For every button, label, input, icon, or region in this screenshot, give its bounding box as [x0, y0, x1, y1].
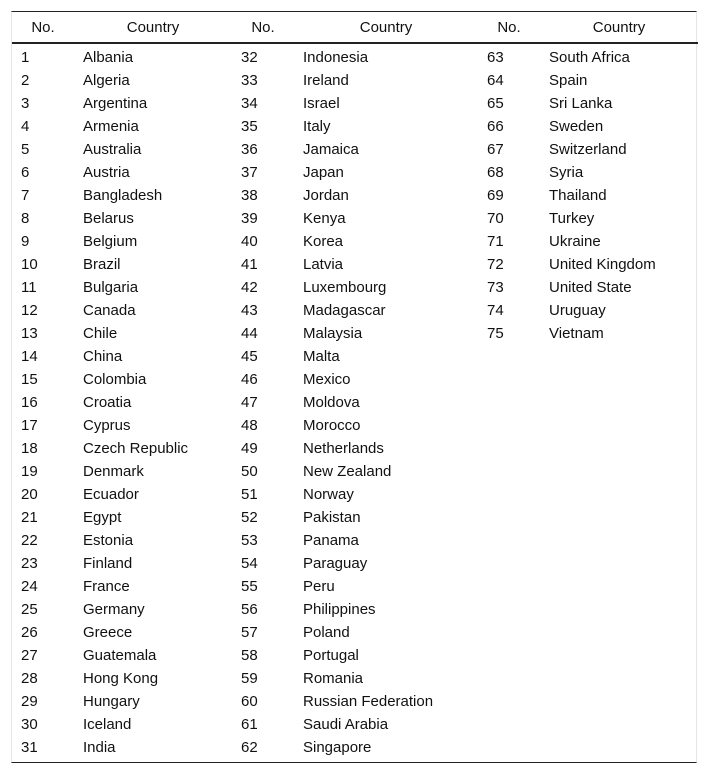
table-row — [12, 69, 698, 92]
country-cell: Kenya — [303, 210, 346, 227]
country-cell: Mexico — [303, 371, 351, 388]
country-cell: Greece — [83, 624, 133, 641]
country-cell: Egypt — [83, 509, 122, 526]
country-cell — [540, 529, 698, 552]
no-cell — [478, 713, 540, 736]
no-cell: 13 — [21, 325, 38, 342]
no-cell: 6 — [21, 164, 30, 181]
no-cell: 51 — [241, 486, 258, 503]
table-row — [12, 552, 698, 575]
country-cell: Armenia — [83, 118, 139, 135]
table-body — [12, 43, 698, 759]
country-cell: Thailand — [549, 187, 607, 204]
table-row — [12, 460, 698, 483]
country-cell: Chile — [83, 325, 118, 342]
no-cell: 72 — [487, 256, 504, 273]
header-no-1: No. — [12, 12, 74, 43]
no-cell: 66 — [487, 118, 504, 135]
country-cell: Czech Republic — [83, 440, 189, 457]
country-cell: Luxembourg — [303, 279, 387, 296]
no-cell: 38 — [241, 187, 258, 204]
country-cell: Bulgaria — [83, 279, 139, 296]
no-cell: 17 — [21, 417, 38, 434]
country-cell — [540, 713, 698, 736]
no-cell: 27 — [21, 647, 38, 664]
no-cell: 62 — [241, 739, 258, 756]
country-cell: Portugal — [303, 647, 359, 664]
table-header — [12, 12, 698, 43]
table-row — [12, 621, 698, 644]
country-cell: Netherlands — [303, 440, 384, 457]
header-no-2: No. — [232, 12, 294, 43]
country-cell: Croatia — [83, 394, 132, 411]
country-cell: Cyprus — [83, 417, 131, 434]
no-cell: 24 — [21, 578, 38, 595]
no-cell — [478, 667, 540, 690]
country-cell — [540, 575, 698, 598]
no-cell: 46 — [241, 371, 258, 388]
table-row — [12, 414, 698, 437]
country-cell: Moldova — [303, 394, 360, 411]
country-cell: Switzerland — [549, 141, 627, 158]
country-cell: Latvia — [303, 256, 344, 273]
no-cell: 30 — [21, 716, 38, 733]
no-cell — [478, 368, 540, 391]
no-cell: 34 — [241, 95, 258, 112]
country-cell: Turkey — [549, 210, 595, 227]
country-cell: Argentina — [83, 95, 148, 112]
table-row — [12, 207, 698, 230]
no-cell: 44 — [241, 325, 258, 342]
no-cell: 64 — [487, 72, 504, 89]
no-cell: 35 — [241, 118, 258, 135]
country-cell: Belarus — [83, 210, 134, 227]
country-cell: Hungary — [83, 693, 140, 710]
country-cell: Panama — [303, 532, 359, 549]
no-cell: 21 — [21, 509, 38, 526]
table-row — [12, 644, 698, 667]
country-cell: Guatemala — [83, 647, 157, 664]
no-cell — [478, 391, 540, 414]
table-row — [12, 690, 698, 713]
no-cell — [478, 575, 540, 598]
country-cell: Norway — [303, 486, 354, 503]
no-cell: 31 — [21, 739, 38, 756]
no-cell — [478, 598, 540, 621]
no-cell: 9 — [21, 233, 30, 250]
no-cell — [478, 437, 540, 460]
table-row — [12, 736, 698, 759]
country-cell: Uruguay — [549, 302, 606, 319]
country-cell: Hong Kong — [83, 670, 159, 687]
country-cell: Ukraine — [549, 233, 601, 250]
country-cell: Russian Federation — [303, 693, 434, 710]
country-cell — [540, 690, 698, 713]
no-cell: 32 — [241, 49, 258, 66]
country-cell: United Kingdom — [549, 256, 656, 273]
country-cell: China — [83, 348, 123, 365]
country-cell — [540, 736, 698, 759]
table-row — [12, 299, 698, 322]
no-cell: 41 — [241, 256, 258, 273]
no-cell — [478, 690, 540, 713]
no-cell — [478, 736, 540, 759]
no-cell: 61 — [241, 716, 258, 733]
country-cell: Ireland — [303, 72, 349, 89]
country-cell: Australia — [83, 141, 142, 158]
table-row — [12, 115, 698, 138]
country-table — [12, 12, 698, 759]
no-cell: 3 — [21, 95, 30, 112]
no-cell: 14 — [21, 348, 38, 365]
country-cell: Italy — [303, 118, 331, 135]
no-cell: 40 — [241, 233, 258, 250]
country-cell: Madagascar — [303, 302, 386, 319]
table-row — [12, 92, 698, 115]
table-row — [12, 43, 698, 69]
no-cell: 20 — [21, 486, 38, 503]
table-row — [12, 598, 698, 621]
no-cell: 29 — [21, 693, 38, 710]
no-cell: 70 — [487, 210, 504, 227]
country-cell: Denmark — [83, 463, 144, 480]
no-cell: 60 — [241, 693, 258, 710]
country-cell: Pakistan — [303, 509, 361, 526]
country-cell: Germany — [83, 601, 145, 618]
no-cell: 55 — [241, 578, 258, 595]
country-cell — [540, 368, 698, 391]
table-row — [12, 667, 698, 690]
no-cell: 1 — [21, 49, 30, 66]
country-cell: Malaysia — [303, 325, 363, 342]
no-cell: 50 — [241, 463, 258, 480]
no-cell: 58 — [241, 647, 258, 664]
country-cell: Vietnam — [549, 325, 604, 342]
table-row — [12, 529, 698, 552]
no-cell: 16 — [21, 394, 38, 411]
table-row — [12, 322, 698, 345]
no-cell: 69 — [487, 187, 504, 204]
country-cell: Bangladesh — [83, 187, 163, 204]
country-cell: Poland — [303, 624, 350, 641]
country-cell — [540, 667, 698, 690]
table-row — [12, 506, 698, 529]
no-cell: 49 — [241, 440, 258, 457]
country-cell: Colombia — [83, 371, 147, 388]
country-cell: Sweden — [549, 118, 604, 135]
country-cell: India — [83, 739, 116, 756]
country-cell: Korea — [303, 233, 344, 250]
country-cell — [540, 644, 698, 667]
header-country-3: Country — [540, 12, 698, 43]
no-cell: 67 — [487, 141, 504, 158]
no-cell: 75 — [487, 325, 504, 342]
no-cell: 39 — [241, 210, 258, 227]
table-row — [12, 230, 698, 253]
country-cell: Philippines — [303, 601, 376, 618]
no-cell: 57 — [241, 624, 258, 641]
no-cell: 42 — [241, 279, 258, 296]
table-row — [12, 437, 698, 460]
country-table-container — [11, 11, 697, 763]
country-cell: Romania — [303, 670, 364, 687]
no-cell: 59 — [241, 670, 258, 687]
country-cell: Sri Lanka — [549, 95, 613, 112]
table-row — [12, 345, 698, 368]
no-cell: 4 — [21, 118, 30, 135]
no-cell: 22 — [21, 532, 38, 549]
country-cell: Syria — [549, 164, 584, 181]
no-cell: 45 — [241, 348, 258, 365]
country-cell: Saudi Arabia — [303, 716, 389, 733]
country-cell: Spain — [549, 72, 588, 89]
no-cell: 11 — [21, 279, 37, 296]
no-cell: 54 — [241, 555, 258, 572]
country-cell — [540, 345, 698, 368]
no-cell: 23 — [21, 555, 38, 572]
header-no-3: No. — [478, 12, 540, 43]
country-cell: Ecuador — [83, 486, 139, 503]
table-row — [12, 276, 698, 299]
country-cell: Albania — [83, 49, 134, 66]
no-cell: 47 — [241, 394, 258, 411]
table-row — [12, 391, 698, 414]
no-cell: 33 — [241, 72, 258, 89]
country-cell — [540, 621, 698, 644]
country-cell: Finland — [83, 555, 133, 572]
table-row — [12, 138, 698, 161]
country-cell — [540, 598, 698, 621]
no-cell — [478, 460, 540, 483]
country-cell: United State — [549, 279, 632, 296]
country-cell: Indonesia — [303, 49, 369, 66]
no-cell: 37 — [241, 164, 258, 181]
no-cell: 18 — [21, 440, 38, 457]
no-cell — [478, 414, 540, 437]
no-cell: 28 — [21, 670, 38, 687]
country-cell: Peru — [303, 578, 335, 595]
table-row — [12, 253, 698, 276]
country-cell — [540, 391, 698, 414]
country-cell — [540, 460, 698, 483]
no-cell: 56 — [241, 601, 258, 618]
no-cell: 53 — [241, 532, 258, 549]
no-cell: 5 — [21, 141, 30, 158]
country-cell: South Africa — [549, 49, 630, 66]
no-cell: 2 — [21, 72, 30, 89]
no-cell — [478, 345, 540, 368]
country-cell: Paraguay — [303, 555, 368, 572]
no-cell: 12 — [21, 302, 38, 319]
table-row — [12, 161, 698, 184]
country-cell: Canada — [83, 302, 136, 319]
table-row — [12, 713, 698, 736]
country-cell: Singapore — [303, 739, 372, 756]
country-cell: Algeria — [83, 72, 130, 89]
country-cell: Morocco — [303, 417, 361, 434]
table-row — [12, 483, 698, 506]
country-cell: Malta — [303, 348, 340, 365]
country-cell: Jamaica — [303, 141, 359, 158]
country-cell — [540, 506, 698, 529]
no-cell: 19 — [21, 463, 38, 480]
header-country-1: Country — [74, 12, 232, 43]
no-cell: 73 — [487, 279, 504, 296]
no-cell: 8 — [21, 210, 30, 227]
no-cell — [478, 552, 540, 575]
country-cell — [540, 552, 698, 575]
country-cell: France — [83, 578, 130, 595]
country-cell: Iceland — [83, 716, 132, 733]
no-cell: 25 — [21, 601, 38, 618]
no-cell: 15 — [21, 371, 38, 388]
no-cell — [478, 529, 540, 552]
no-cell: 43 — [241, 302, 258, 319]
no-cell: 7 — [21, 187, 30, 204]
country-cell: Brazil — [83, 256, 121, 273]
country-cell: Jordan — [303, 187, 349, 204]
country-cell: Israel — [303, 95, 340, 112]
header-row — [12, 12, 698, 43]
table-row — [12, 575, 698, 598]
country-cell: Belgium — [83, 233, 138, 250]
table-row — [12, 184, 698, 207]
no-cell: 63 — [487, 49, 504, 66]
country-cell: New Zealand — [303, 463, 392, 480]
no-cell: 52 — [241, 509, 258, 526]
no-cell: 10 — [21, 256, 38, 273]
no-cell: 71 — [487, 233, 504, 250]
no-cell — [478, 621, 540, 644]
country-cell — [540, 414, 698, 437]
no-cell: 65 — [487, 95, 504, 112]
country-cell: Austria — [83, 164, 130, 181]
country-cell: Estonia — [83, 532, 134, 549]
no-cell — [478, 506, 540, 529]
no-cell: 36 — [241, 141, 258, 158]
country-cell — [540, 437, 698, 460]
no-cell: 68 — [487, 164, 504, 181]
no-cell — [478, 644, 540, 667]
no-cell — [478, 483, 540, 506]
country-cell — [540, 483, 698, 506]
header-country-2: Country — [294, 12, 478, 43]
table-row — [12, 368, 698, 391]
no-cell: 48 — [241, 417, 258, 434]
country-cell: Japan — [303, 164, 344, 181]
no-cell: 74 — [487, 302, 504, 319]
no-cell: 26 — [21, 624, 38, 641]
